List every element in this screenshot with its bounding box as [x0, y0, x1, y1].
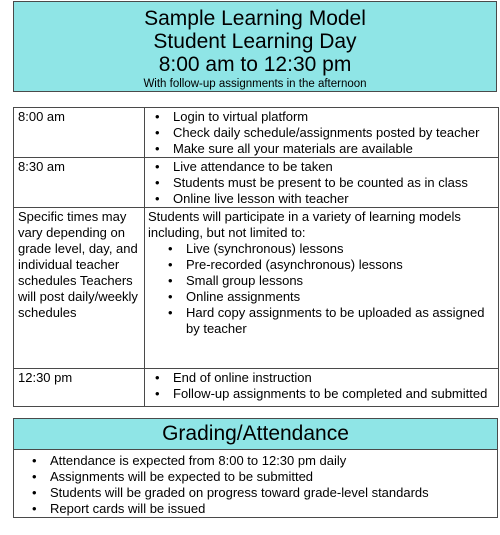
table-row	[14, 208, 499, 369]
section-heading: Grading/Attendance	[14, 419, 497, 450]
page-title: Sample Learning Model	[144, 7, 366, 30]
title-banner	[13, 1, 497, 92]
time-cell: Specific times may vary depending on grade level, day, and individual teacher schedules Teachers will post daily/weekly schedules	[14, 208, 145, 369]
activity-cell	[145, 108, 499, 158]
activity-cell	[145, 158, 499, 208]
list-item: • Login to virtual platform	[148, 109, 494, 125]
time-cell: 8:30 am	[14, 158, 145, 208]
schedule-table	[13, 107, 499, 407]
grading-list	[14, 453, 497, 517]
list-item: • Live attendance to be taken	[148, 159, 494, 175]
activity-intro: Students will participate in a variety of learning models including, but not limited to:	[148, 209, 461, 240]
list-item: • Assignments will be expected to be submitted	[14, 469, 497, 485]
list-item: • Hard copy assignments to be uploaded as assigned by teacher	[148, 305, 494, 337]
activity-list	[148, 159, 494, 207]
list-item: • Follow-up assignments to be completed and submitted	[148, 386, 494, 402]
table-row	[14, 369, 499, 407]
list-item: • Online live lesson with teacher	[148, 191, 494, 207]
time-range: 8:00 am to 12:30 pm	[158, 53, 352, 76]
grading-section	[13, 418, 498, 518]
activity-cell	[145, 208, 499, 369]
list-item: • Attendance is expected from 8:00 to 12:30 pm daily	[14, 453, 497, 469]
list-item: • Check daily schedule/assignments posted by teacher	[148, 125, 494, 141]
banner-note: With follow-up assignments in the afternoon	[143, 78, 367, 90]
activity-cell	[145, 369, 499, 407]
time-cell: 12:30 pm	[14, 369, 145, 407]
list-item: • Small group lessons	[148, 273, 494, 289]
page-subtitle: Student Learning Day	[153, 30, 357, 53]
activity-list	[148, 370, 494, 402]
list-item: • Live (synchronous) lessons	[148, 241, 494, 257]
table-row	[14, 158, 499, 208]
list-item: • Make sure all your materials are available	[148, 141, 494, 157]
table-row	[14, 108, 499, 158]
list-item: • Students will be graded on progress toward grade-level standards	[14, 485, 497, 501]
list-item: • End of online instruction	[148, 370, 494, 386]
list-item: • Online assignments	[148, 289, 494, 305]
list-item: • Students must be present to be counted as in class	[148, 175, 494, 191]
activity-list	[148, 241, 494, 337]
activity-list	[148, 109, 494, 157]
time-cell: 8:00 am	[14, 108, 145, 158]
list-item: • Pre-recorded (asynchronous) lessons	[148, 257, 494, 273]
list-item: • Report cards will be issued	[14, 501, 497, 517]
